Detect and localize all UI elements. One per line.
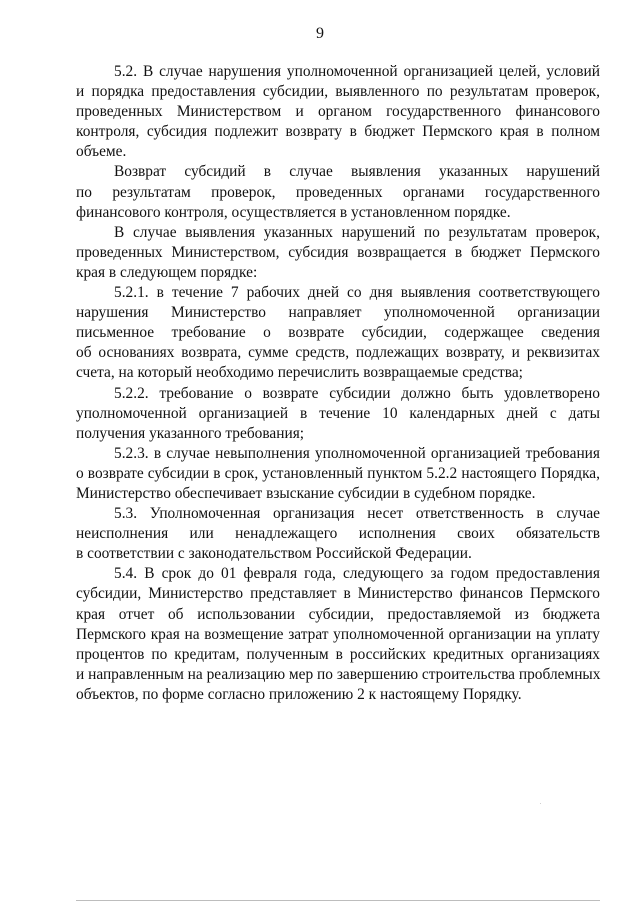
text-line: об основаниях возврата, сумме средств, подлежащих возврату, и реквизитах — [76, 344, 600, 362]
text-line: проведенных Министерством, субсидия возвращается в бюджет Пермского — [76, 243, 600, 261]
text-line: получения указанного требования; — [76, 424, 305, 442]
text-line: 5.2.2. требование о возврате субсидии должно быть удовлетворено — [114, 384, 600, 402]
text-line: письменное требование о возврате субсидии, содержащее сведения — [76, 324, 600, 342]
text-line: по результатам проверок, проведенных органами государственного — [76, 183, 600, 201]
text-line: счета, на который необходимо перечислить возвращаемые средства; — [76, 364, 523, 382]
text-line: Возврат субсидий в случае выявления указанных нарушений — [114, 163, 600, 181]
text-line: 5.2.3. в случае невыполнения уполномоченной организацией требования — [114, 444, 600, 462]
text-line: о возврате субсидии в срок, установленный пунктом 5.2.2 настоящего Порядка, — [76, 464, 600, 482]
paragraph — [76, 162, 600, 222]
text-line: В случае выявления указанных нарушений по результатам проверок, — [114, 223, 600, 241]
paragraph — [76, 444, 600, 504]
text-line: проведенных Министерством и органом государственного финансового — [76, 103, 600, 121]
text-line: неисполнения или ненадлежащего исполнения своих обязательств — [76, 525, 600, 543]
paragraph — [76, 504, 600, 564]
text-line: объеме. — [76, 143, 127, 161]
text-line: края в следующем порядке: — [76, 263, 258, 281]
page-number: 9 — [316, 25, 324, 42]
text-line: контроля, субсидия подлежит возврату в бюджет Пермского края в полном — [76, 123, 600, 141]
text-line: процентов по кредитам, полученным в российских кредитных организациях — [76, 645, 600, 663]
text-line: нарушения Министерство направляет уполномоченной организации — [76, 304, 600, 322]
text-line: Министерство обеспечивает взыскание субсидии в судебном порядке. — [76, 484, 536, 502]
paragraph — [76, 223, 600, 283]
paragraph — [76, 62, 600, 162]
text-line: 5.2.1. в течение 7 рабочих дней со дня выявления соответствующего — [114, 284, 600, 302]
paragraph — [76, 283, 600, 383]
text-line: субсидии, Министерство представляет в Министерство финансов Пермского — [76, 585, 600, 603]
text-line: края отчет об использовании субсидии, предоставляемой из бюджета — [76, 605, 600, 623]
text-line: объектов, по форме согласно приложению 2 к настоящему Порядку. — [76, 685, 522, 703]
text-line: уполномоченной организацией в течение 10 календарных дней с даты — [76, 404, 600, 422]
text-line: 5.4. В срок до 01 февраля года, следующего за годом предоставления — [114, 565, 600, 583]
scan-edge-line — [76, 900, 600, 902]
paragraph — [76, 564, 600, 705]
text-line: и направленным на реализацию мер по завершению строительства проблемных — [76, 665, 601, 683]
text-line: в соответствии с законодательством Российской Федерации. — [76, 545, 472, 563]
text-line: 5.2. В случае нарушения уполномоченной организацией целей, условий — [114, 63, 600, 80]
text-line: Пермского края на возмещение затрат уполномоченной организации на уплату — [76, 625, 600, 643]
text-line: 5.3. Уполномоченная организация несет ответственность в случае — [114, 505, 600, 523]
scan-speck — [540, 803, 541, 804]
text-line: и порядка предоставления субсидии, выявленного по результатам проверок, — [76, 83, 600, 101]
document-body — [76, 62, 600, 705]
text-line: финансового контроля, осуществляется в установленном порядке. — [76, 203, 511, 221]
paragraph — [76, 384, 600, 444]
